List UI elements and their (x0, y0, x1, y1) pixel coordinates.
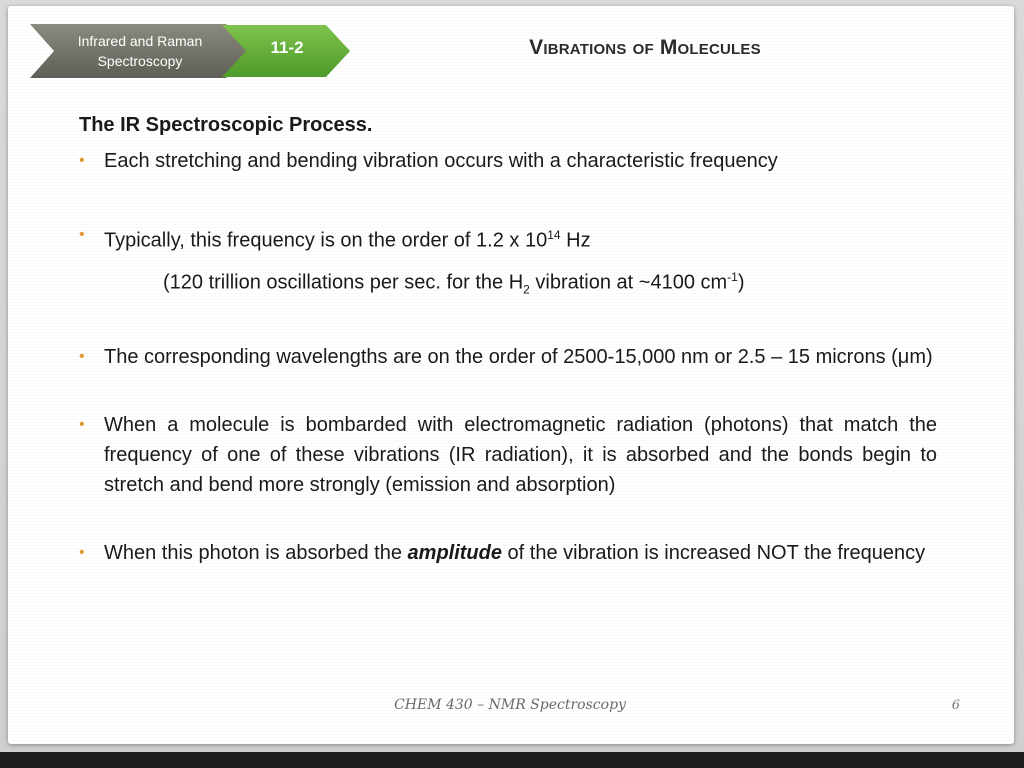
bullet-text: When a molecule is bombarded with electromagnetic radiation (photons) that match the frequency of one of these vibrations (IR radiation), it is absorbed and the bonds begin to stretch and bend more strongly (emission and absorption) (104, 414, 937, 497)
bullet-icon: • (79, 348, 85, 366)
bullet-icon: • (79, 544, 85, 562)
bullet-item (79, 146, 937, 176)
bullet-text: Typically, this frequency is on the order of 1.2 x 10 (104, 229, 548, 252)
section-number: 11-2 (270, 38, 304, 57)
bullet-subline (79, 262, 937, 305)
footer-course: CHEM 430 – NMR Spectroscopy (394, 697, 626, 713)
subscript: 2 (523, 282, 530, 297)
unit: Hz (560, 229, 591, 252)
bullet-icon: • (79, 152, 85, 169)
page-number: 6 (951, 698, 960, 713)
bullet-text: of the vibration is increased NOT the frequency (501, 542, 926, 565)
bullet-item (79, 538, 937, 568)
bullet-item (79, 342, 937, 372)
bullet-item (79, 410, 937, 500)
bullet-text: When this photon is absorbed the (104, 542, 408, 565)
content-heading: The IR Spectroscopic Process. (79, 114, 373, 136)
subline-text: (120 trillion oscillations per sec. for the H (163, 271, 524, 294)
section-label: Infrared and Raman Spectroscopy (77, 33, 203, 69)
bullet-text: The corresponding wavelengths are on the order of 2500-15,000 nm or 2.5 – 15 microns (μm) (104, 346, 933, 369)
slide-content (79, 110, 937, 568)
superscript: -1 (727, 269, 738, 284)
bottom-strip (0, 752, 1024, 768)
subline-text: ) (737, 271, 745, 294)
bullet-icon: • (79, 226, 85, 243)
bullet-item (79, 220, 937, 256)
bullet-icon: • (79, 416, 85, 434)
bullet-text: Each stretching and bending vibration occurs with a characteristic frequency (104, 150, 778, 172)
subline-text: vibration at ~4100 cm (529, 271, 728, 294)
slide-title: Vibrations of Molecules (529, 36, 761, 59)
emphasis-text: amplitude (407, 542, 502, 565)
exponent: 14 (547, 228, 561, 242)
